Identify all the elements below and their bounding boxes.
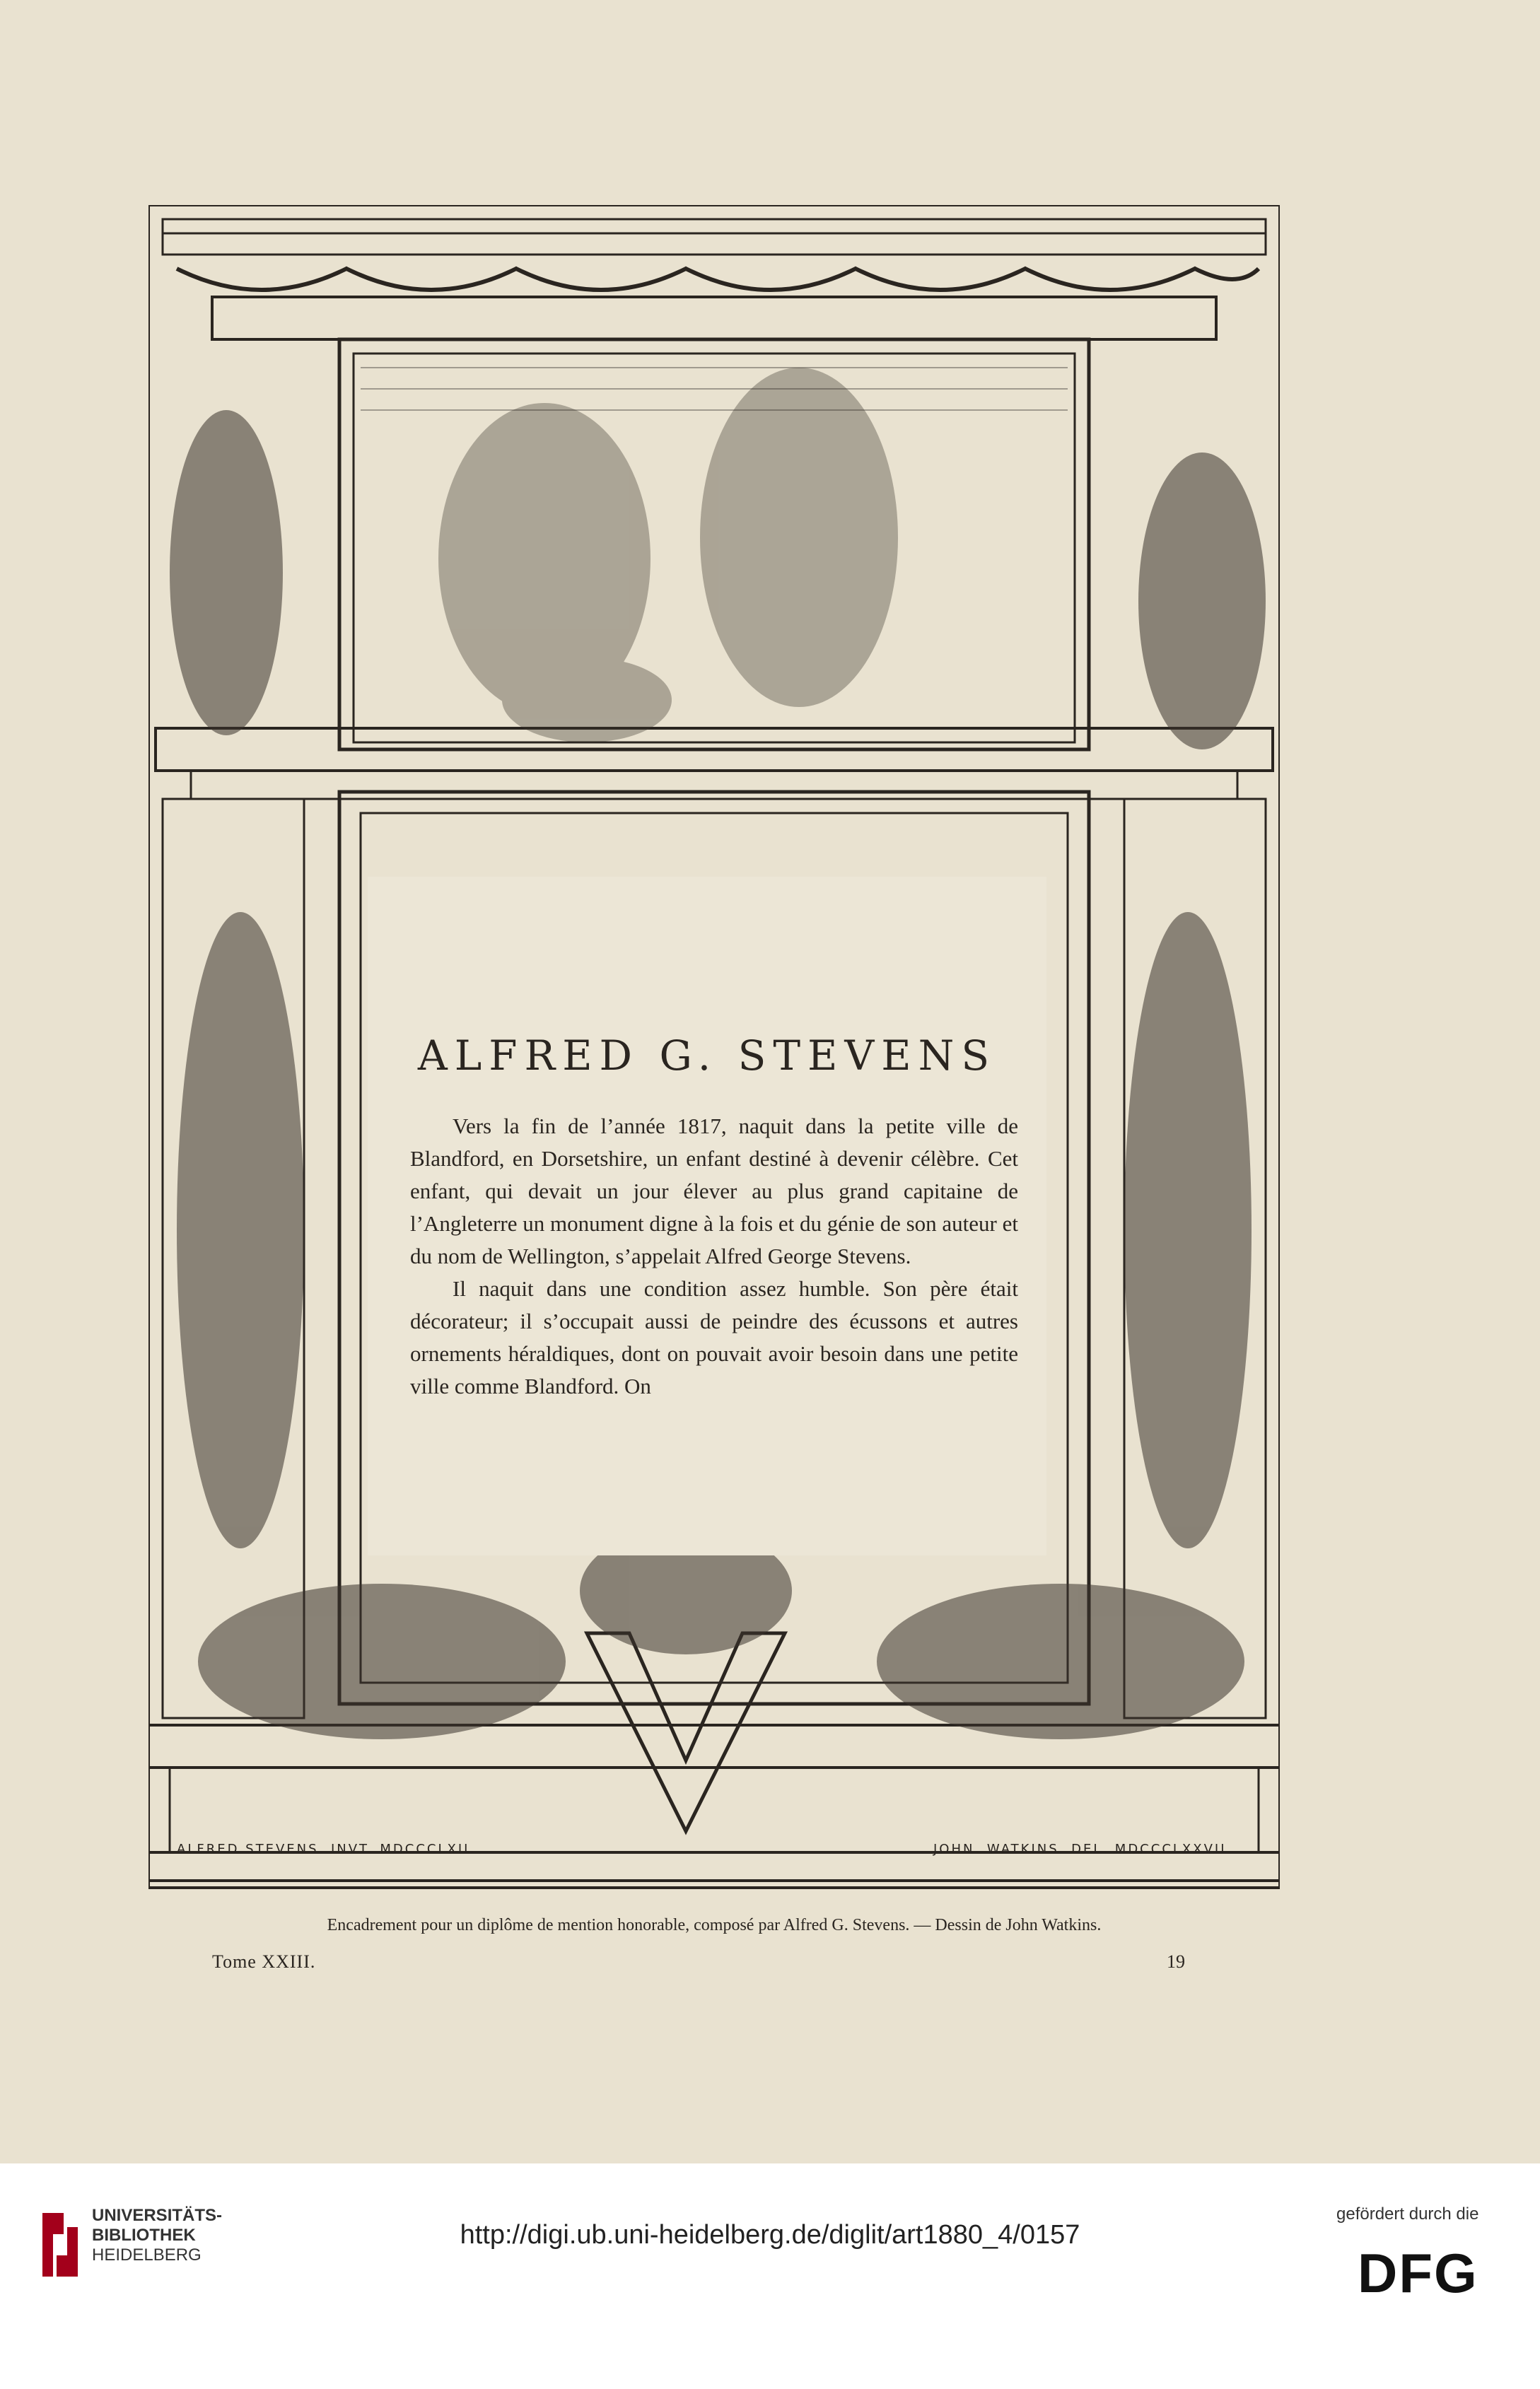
text-panel [368,877,1046,1555]
article-body [410,1110,1018,1403]
page-number: 19 [1167,1951,1185,1972]
figure-caption: Encadrement pour un diplôme de mention honorable, composé par Alfred G. Stevens. — Dessin de John Watkins. [327,1916,1102,1934]
paragraph: Il naquit dans une condition assez humble. Son père était décorateur; il s’occupait aussi de peindre des écussons et autres ornements héraldiques, dont on pouvait avoir besoin dans une petite ville comme Blandford. On [410,1276,1018,1398]
institution-name: UNIVERSITÄTS- BIBLIOTHEK HEIDELBERG [92,2206,223,2265]
volume-label: Tome XXIII. [212,1951,316,1972]
paragraph: Vers la fin de l’année 1817, naquit dans la petite ville de Blandford, en Dorsetshire, un enfant destiné à devenir célèbre. Cet enfant, qui devait un jour élever au plus grand capitaine de l’Angleterre un monument digne à la fois et du génie de son auteur et du nom de Wellington, s’appelait Alfred George Stevens. [410,1114,1018,1268]
dfg-logo: DFG [1358,2242,1478,2304]
sponsor-label: gefördert durch die [1336,2204,1479,2224]
document-url-link[interactable]: http://digi.ub.uni-heidelberg.de/diglit/art1880_4/0157 [460,2220,1080,2250]
signature-right: JOHN. WATKINS. DEL. MDCCCLXXVII [933,1842,1227,1857]
signature-left: ALFRED STEVENS. INVT. MDCCCLXII. [177,1842,477,1857]
article-title: ALFRED G. STEVENS [417,1031,997,1080]
library-footer-bar [0,2163,1540,2389]
